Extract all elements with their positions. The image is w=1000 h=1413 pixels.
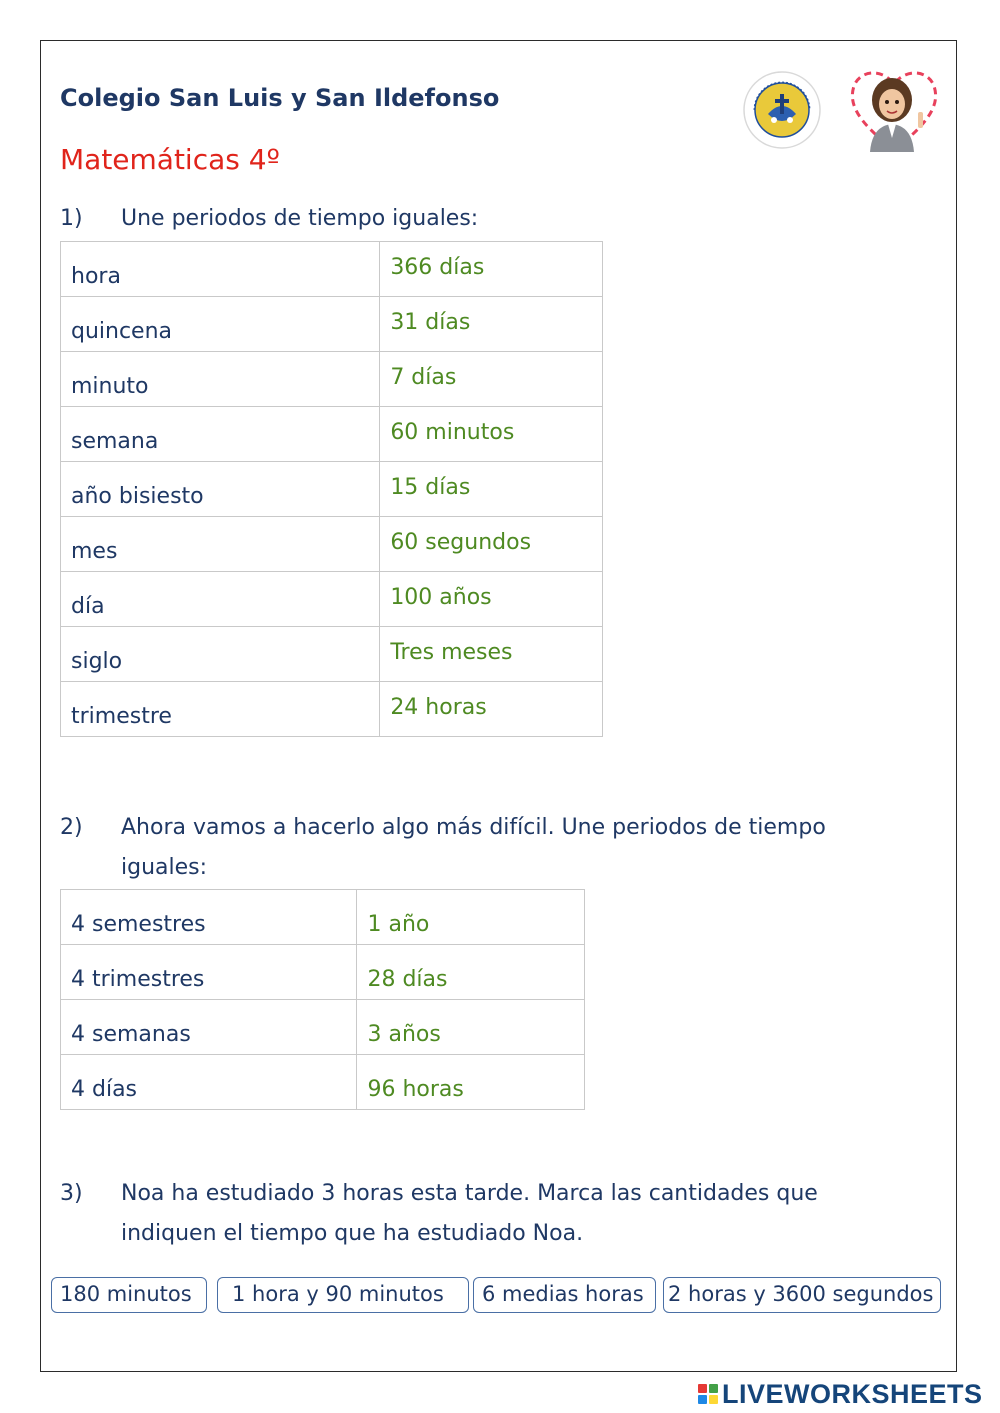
question-1 (60, 199, 920, 239)
match-term[interactable]: día (61, 572, 380, 627)
match-value[interactable]: 366 días (380, 242, 603, 297)
brand-wordmark: LIVEWORKSHEETS (722, 1378, 983, 1409)
question-prompt: Ahora vamos a hacerlo algo más difícil. Une periodos de tiempo (121, 815, 826, 840)
match-value[interactable]: 15 días (380, 462, 603, 517)
match-term[interactable]: hora (61, 242, 380, 297)
match-value[interactable]: 7 días (380, 352, 603, 407)
table-row (61, 627, 603, 682)
match-value[interactable]: 96 horas (357, 1055, 585, 1110)
match-value[interactable]: 60 minutos (380, 407, 603, 462)
brand-mark-cell (709, 1384, 718, 1393)
liveworksheets-logo-icon (698, 1384, 718, 1404)
table-row (61, 242, 603, 297)
match-value[interactable]: Tres meses (380, 627, 603, 682)
table-row (61, 890, 585, 945)
match-value[interactable]: 3 años (357, 1000, 585, 1055)
question-prompt: Noa ha estudiado 3 horas esta tarde. Marca las cantidades que (121, 1181, 818, 1206)
option-180-minutos[interactable]: 180 minutos (51, 1277, 207, 1313)
table-row (61, 1000, 585, 1055)
table-row (61, 572, 603, 627)
match-value[interactable]: 31 días (380, 297, 603, 352)
brand-mark-cell (698, 1384, 707, 1393)
brand-mark-cell (709, 1395, 718, 1404)
match-term[interactable]: 4 días (61, 1055, 357, 1110)
match-term[interactable]: año bisiesto (61, 462, 380, 517)
table-row (61, 1055, 585, 1110)
match-term[interactable]: 4 semestres (61, 890, 357, 945)
match-value[interactable]: 60 segundos (380, 517, 603, 572)
question-prompt-continued: iguales: (121, 855, 208, 880)
option-6-medias-horas[interactable]: 6 medias horas (473, 1277, 656, 1313)
question-prompt-continued: indiquen el tiempo que ha estudiado Noa. (121, 1221, 584, 1246)
match-term[interactable]: siglo (61, 627, 380, 682)
option-2-horas-y-3600-segundos[interactable]: 2 horas y 3600 segundos (663, 1277, 941, 1313)
table-row (61, 407, 603, 462)
question-number: 1) (60, 206, 83, 231)
subject-title: Matemáticas 4º (60, 143, 280, 176)
question-number: 2) (60, 815, 83, 840)
matching-table-2 (60, 889, 585, 1110)
table-row (61, 517, 603, 572)
avatar-heart-icon (848, 64, 940, 156)
school-name: Colegio San Luis y San Ildefonso (60, 84, 500, 112)
match-value[interactable]: 1 año (357, 890, 585, 945)
table-row (61, 297, 603, 352)
match-term[interactable]: quincena (61, 297, 380, 352)
school-crest-icon (742, 70, 822, 150)
match-term[interactable]: 4 semanas (61, 1000, 357, 1055)
match-term[interactable]: 4 trimestres (61, 945, 357, 1000)
question-3 (60, 1174, 940, 1254)
table-row (61, 352, 603, 407)
option-1-hora-y-90-minutos[interactable]: 1 hora y 90 minutos (217, 1277, 469, 1313)
match-term[interactable]: minuto (61, 352, 380, 407)
table-row (61, 945, 585, 1000)
match-term[interactable]: trimestre (61, 682, 380, 737)
match-value[interactable]: 100 años (380, 572, 603, 627)
table-row (61, 462, 603, 517)
match-term[interactable]: mes (61, 517, 380, 572)
match-value[interactable]: 24 horas (380, 682, 603, 737)
matching-table-1 (60, 241, 603, 737)
question-prompt: Une periodos de tiempo iguales: (121, 206, 479, 231)
match-term[interactable]: semana (61, 407, 380, 462)
match-value[interactable]: 28 días (357, 945, 585, 1000)
question-number: 3) (60, 1181, 83, 1206)
table-row (61, 682, 603, 737)
question-2 (60, 808, 940, 888)
brand-mark-cell (698, 1395, 707, 1404)
liveworksheets-brand (698, 1379, 983, 1409)
